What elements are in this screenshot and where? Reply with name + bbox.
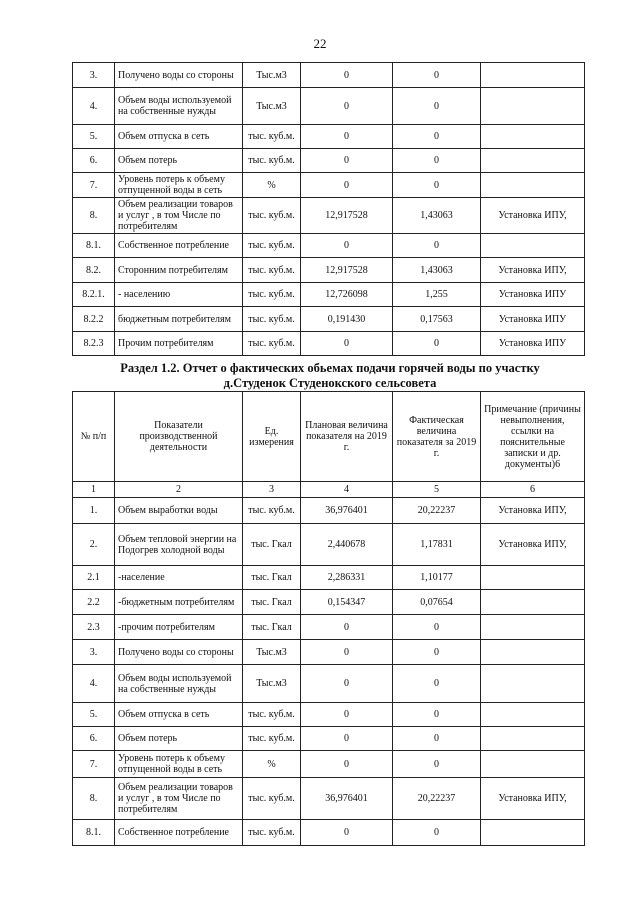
column-number: 3 — [243, 482, 301, 498]
row-indicator: Объем реализации товаров и услуг , в том Числе по потребителям — [115, 198, 243, 234]
row-indicator: Объем воды используемой на собственные нужды — [115, 665, 243, 703]
row-unit: % — [243, 751, 301, 778]
table-row — [73, 727, 585, 751]
column-number: 6 — [481, 482, 585, 498]
section-heading-line-2: д.Студенок Студенокского сельсовета — [223, 376, 437, 390]
row-note: Установка ИПУ, — [481, 198, 585, 234]
row-plan-value: 2,286331 — [301, 566, 393, 590]
row-indicator: Объем потерь — [115, 727, 243, 751]
header-indicator: Показатели производственной деятельности — [115, 392, 243, 482]
table-row — [73, 665, 585, 703]
row-note — [481, 751, 585, 778]
row-plan-value: 36,976401 — [301, 498, 393, 524]
row-note: Установка ИПУ — [481, 283, 585, 307]
row-unit: % — [243, 173, 301, 198]
row-number: 8.2.3 — [73, 332, 115, 356]
row-fact-value: 0 — [393, 703, 481, 727]
row-plan-value: 36,976401 — [301, 778, 393, 820]
row-fact-value: 0 — [393, 88, 481, 125]
row-fact-value: 0 — [393, 332, 481, 356]
row-unit: тыс. куб.м. — [243, 498, 301, 524]
row-number: 8.1. — [73, 234, 115, 258]
row-plan-value: 0 — [301, 703, 393, 727]
row-note — [481, 566, 585, 590]
row-unit: тыс. куб.м. — [243, 703, 301, 727]
table-row — [73, 258, 585, 283]
row-plan-value: 2,440678 — [301, 524, 393, 566]
row-plan-value: 0 — [301, 234, 393, 258]
row-indicator: Уровень потерь к объему отпущенной воды в сеть — [115, 751, 243, 778]
row-number: 8. — [73, 778, 115, 820]
row-plan-value: 0 — [301, 63, 393, 88]
table-row — [73, 566, 585, 590]
row-unit: тыс. Гкал — [243, 524, 301, 566]
row-number: 8.2.1. — [73, 283, 115, 307]
table-row — [73, 590, 585, 615]
row-plan-value: 0 — [301, 615, 393, 640]
header-fact: Фактическая величина показателя за 2019 г. — [393, 392, 481, 482]
table-hot-water-report — [72, 391, 585, 846]
row-unit: тыс. куб.м. — [243, 778, 301, 820]
table-row — [73, 63, 585, 88]
row-note — [481, 703, 585, 727]
row-note — [481, 615, 585, 640]
row-number: 4. — [73, 665, 115, 703]
column-number: 4 — [301, 482, 393, 498]
row-plan-value: 0 — [301, 751, 393, 778]
table-water-report-continued — [72, 62, 585, 356]
row-note — [481, 665, 585, 703]
row-indicator: бюджетным потребителям — [115, 307, 243, 332]
row-fact-value: 0 — [393, 173, 481, 198]
row-plan-value: 0 — [301, 820, 393, 846]
row-indicator: -бюджетным потребителям — [115, 590, 243, 615]
row-number: 8.2. — [73, 258, 115, 283]
row-plan-value: 0 — [301, 665, 393, 703]
row-plan-value: 12,726098 — [301, 283, 393, 307]
row-plan-value: 12,917528 — [301, 198, 393, 234]
row-note: Установка ИПУ — [481, 332, 585, 356]
row-indicator: Собственное потребление — [115, 234, 243, 258]
table-row — [73, 198, 585, 234]
row-plan-value: 0 — [301, 640, 393, 665]
row-indicator: Уровень потерь к объему отпущенной воды в сеть — [115, 173, 243, 198]
table-row — [73, 820, 585, 846]
column-number: 2 — [115, 482, 243, 498]
row-number: 3. — [73, 63, 115, 88]
row-unit: тыс. Гкал — [243, 566, 301, 590]
row-fact-value: 0 — [393, 640, 481, 665]
row-note — [481, 590, 585, 615]
row-unit: тыс. куб.м. — [243, 820, 301, 846]
row-note: Установка ИПУ, — [481, 524, 585, 566]
row-number: 6. — [73, 149, 115, 173]
row-plan-value: 0 — [301, 727, 393, 751]
row-number: 8.1. — [73, 820, 115, 846]
row-unit: тыс. куб.м. — [243, 149, 301, 173]
row-note — [481, 234, 585, 258]
row-fact-value: 20,22237 — [393, 498, 481, 524]
row-unit: Тыс.м3 — [243, 665, 301, 703]
row-indicator: -прочим потребителям — [115, 615, 243, 640]
row-note — [481, 63, 585, 88]
row-fact-value: 0 — [393, 751, 481, 778]
column-number-row — [73, 482, 585, 498]
table-row — [73, 640, 585, 665]
table-row — [73, 778, 585, 820]
row-note — [481, 727, 585, 751]
row-plan-value: 0,154347 — [301, 590, 393, 615]
row-indicator: Прочим потребителям — [115, 332, 243, 356]
row-number: 7. — [73, 173, 115, 198]
table-row — [73, 615, 585, 640]
row-indicator: Сторонним потребителям — [115, 258, 243, 283]
row-unit: Тыс.м3 — [243, 88, 301, 125]
row-indicator: Объем тепловой энергии на Подогрев холодной воды — [115, 524, 243, 566]
row-indicator: Объем отпуска в сеть — [115, 703, 243, 727]
row-plan-value: 0 — [301, 332, 393, 356]
row-unit: тыс. куб.м. — [243, 234, 301, 258]
row-number: 1. — [73, 498, 115, 524]
row-note — [481, 820, 585, 846]
row-indicator: Получено воды со стороны — [115, 640, 243, 665]
header-plan: Плановая величина показателя на 2019 г. — [301, 392, 393, 482]
row-note — [481, 149, 585, 173]
row-note — [481, 88, 585, 125]
row-note: Установка ИПУ, — [481, 258, 585, 283]
row-note: Установка ИПУ, — [481, 778, 585, 820]
row-number: 5. — [73, 703, 115, 727]
row-unit: тыс. куб.м. — [243, 332, 301, 356]
row-unit: Тыс.м3 — [243, 640, 301, 665]
table-row — [73, 125, 585, 149]
row-note — [481, 640, 585, 665]
row-fact-value: 0 — [393, 665, 481, 703]
row-fact-value: 0 — [393, 234, 481, 258]
row-fact-value: 0 — [393, 820, 481, 846]
header-note: Примечание (причины невыполнения, ссылки на пояснительные записки и др. документы)6 — [481, 392, 585, 482]
row-number: 2.2 — [73, 590, 115, 615]
row-fact-value: 1,43063 — [393, 258, 481, 283]
row-plan-value: 0 — [301, 125, 393, 149]
row-note: Установка ИПУ, — [481, 498, 585, 524]
row-number: 4. — [73, 88, 115, 125]
page-number: 22 — [313, 36, 327, 51]
row-fact-value: 0 — [393, 149, 481, 173]
row-fact-value: 0 — [393, 63, 481, 88]
row-fact-value: 1,43063 — [393, 198, 481, 234]
row-indicator: Объем выработки воды — [115, 498, 243, 524]
row-unit: тыс. куб.м. — [243, 198, 301, 234]
row-plan-value: 0 — [301, 149, 393, 173]
row-indicator: Собственное потребление — [115, 820, 243, 846]
row-plan-value: 0 — [301, 173, 393, 198]
row-fact-value: 20,22237 — [393, 778, 481, 820]
row-indicator: -население — [115, 566, 243, 590]
row-note: Установка ИПУ — [481, 307, 585, 332]
table-row — [73, 307, 585, 332]
row-number: 8.2.2 — [73, 307, 115, 332]
row-fact-value: 1,17831 — [393, 524, 481, 566]
table-row — [73, 283, 585, 307]
row-number: 2.3 — [73, 615, 115, 640]
row-number: 2. — [73, 524, 115, 566]
row-fact-value: 0 — [393, 125, 481, 149]
row-fact-value: 1,255 — [393, 283, 481, 307]
row-unit: тыс. Гкал — [243, 590, 301, 615]
row-note — [481, 125, 585, 149]
table-row — [73, 703, 585, 727]
row-number: 3. — [73, 640, 115, 665]
row-unit: тыс. куб.м. — [243, 258, 301, 283]
table-row — [73, 498, 585, 524]
table-row — [73, 234, 585, 258]
table-row — [73, 149, 585, 173]
row-unit: тыс. куб.м. — [243, 727, 301, 751]
table-header-row — [73, 392, 585, 482]
row-plan-value: 0,191430 — [301, 307, 393, 332]
row-fact-value: 0 — [393, 615, 481, 640]
table-row — [73, 751, 585, 778]
row-indicator: Объем воды используемой на собственные нужды — [115, 88, 243, 125]
header-number: № п/п — [73, 392, 115, 482]
row-unit: тыс. куб.м. — [243, 307, 301, 332]
row-indicator: - населению — [115, 283, 243, 307]
row-unit: тыс. куб.м. — [243, 283, 301, 307]
table-row — [73, 88, 585, 125]
row-fact-value: 1,10177 — [393, 566, 481, 590]
row-unit: Тыс.м3 — [243, 63, 301, 88]
column-number: 1 — [73, 482, 115, 498]
table-row — [73, 524, 585, 566]
row-fact-value: 0,07654 — [393, 590, 481, 615]
table-row — [73, 173, 585, 198]
row-number: 7. — [73, 751, 115, 778]
row-fact-value: 0 — [393, 727, 481, 751]
row-indicator: Получено воды со стороны — [115, 63, 243, 88]
section-heading-line-1: Раздел 1.2. Отчет о фактических обьемах подачи горячей воды по участку — [120, 361, 540, 375]
row-plan-value: 0 — [301, 88, 393, 125]
row-indicator: Объем отпуска в сеть — [115, 125, 243, 149]
section-heading — [80, 361, 580, 391]
row-number: 8. — [73, 198, 115, 234]
row-indicator: Объем потерь — [115, 149, 243, 173]
column-number: 5 — [393, 482, 481, 498]
row-unit: тыс. Гкал — [243, 615, 301, 640]
row-indicator: Объем реализации товаров и услуг , в том Числе по потребителям — [115, 778, 243, 820]
header-unit: Ед. измерения — [243, 392, 301, 482]
row-plan-value: 12,917528 — [301, 258, 393, 283]
table-row — [73, 332, 585, 356]
row-number: 6. — [73, 727, 115, 751]
row-fact-value: 0,17563 — [393, 307, 481, 332]
row-number: 5. — [73, 125, 115, 149]
row-note — [481, 173, 585, 198]
row-number: 2.1 — [73, 566, 115, 590]
row-unit: тыс. куб.м. — [243, 125, 301, 149]
